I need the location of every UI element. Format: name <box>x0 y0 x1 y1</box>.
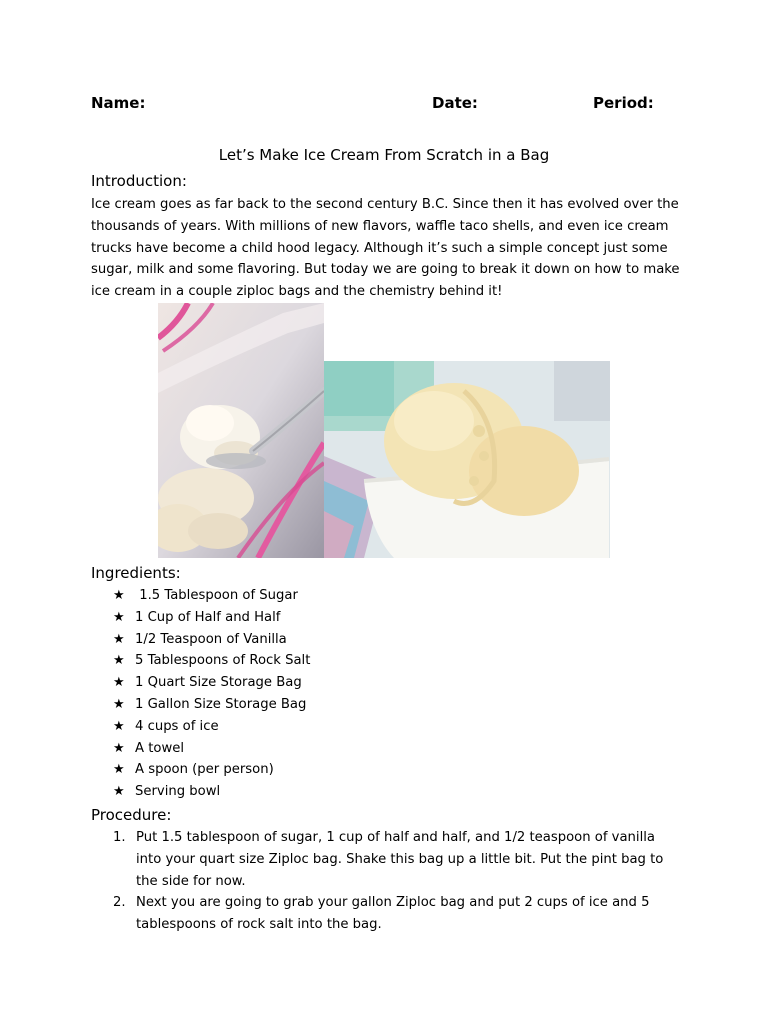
star-icon: ★ <box>113 740 125 756</box>
star-icon: ★ <box>113 588 125 603</box>
procedure-step <box>113 827 683 892</box>
list-item: ★ 1 Quart Size Storage Bag <box>113 672 310 694</box>
list-item: ★ 1 Gallon Size Storage Bag <box>113 694 310 716</box>
ice-cream-bowl-photo <box>324 361 610 558</box>
star-icon: ★ <box>113 609 125 625</box>
ingredients-heading: Ingredients: <box>91 564 181 582</box>
list-item: ★ 4 cups of ice <box>113 716 310 738</box>
procedure-step <box>113 892 683 936</box>
step-number: 2. <box>113 895 126 911</box>
step-number: 1. <box>113 830 126 845</box>
step-text: Next you are going to grab your gallon Ziploc bag and put 2 cups of ice and 5 tablespoons of rock salt into the bag. <box>136 895 650 933</box>
introduction-text: Ice cream goes as far back to the second century B.C. Since then it has evolved over the thousands of years. With millions of new flavors, waffle taco shells, and even ice cream trucks have become a child hood legacy. Although it’s such a simple concept just some sugar, milk and some flavoring. But today we are going to break it down on how to make ice cream in a couple ziploc bags and the chemistry behind it! <box>91 197 680 300</box>
list-item: ★ 1 Cup of Half and Half <box>113 607 310 629</box>
name-label: Name: <box>91 94 146 112</box>
date-label: Date: <box>432 94 478 112</box>
ice-cream-bag-illustration <box>158 303 324 558</box>
list-item: ★ A towel <box>113 738 310 760</box>
star-icon: ★ <box>113 675 125 691</box>
list-item: ★ Serving bowl <box>113 781 310 803</box>
star-icon: ★ <box>113 784 125 800</box>
introduction-heading: Introduction: <box>91 172 187 190</box>
star-icon: ★ <box>113 653 125 669</box>
star-icon: ★ <box>113 696 125 712</box>
star-icon: ★ <box>113 631 125 647</box>
list-item: ★ 1.5 Tablespoon of Sugar <box>113 585 310 607</box>
step-text: Put 1.5 tablespoon of sugar, 1 cup of half and half, and 1/2 teaspoon of vanilla into your quart size Ziploc bag. Shake this bag up a little bit. Put the pint bag to the side for now. <box>136 830 664 889</box>
ice-cream-bag-photo <box>158 303 324 558</box>
list-item: ★ A spoon (per person) <box>113 759 310 781</box>
page-title: Let’s Make Ice Cream From Scratch in a Bag <box>218 146 550 164</box>
list-item: ★ 5 Tablespoons of Rock Salt <box>113 650 310 672</box>
list-item: ★ 1/2 Teaspoon of Vanilla <box>113 629 310 651</box>
star-icon: ★ <box>113 718 125 734</box>
ice-cream-bowl-illustration <box>324 361 610 558</box>
procedure-list <box>113 827 683 936</box>
ingredients-list <box>113 585 310 803</box>
period-label: Period: <box>593 94 654 112</box>
star-icon: ★ <box>113 762 125 778</box>
student-info-header <box>91 94 768 116</box>
procedure-heading: Procedure: <box>91 806 172 824</box>
